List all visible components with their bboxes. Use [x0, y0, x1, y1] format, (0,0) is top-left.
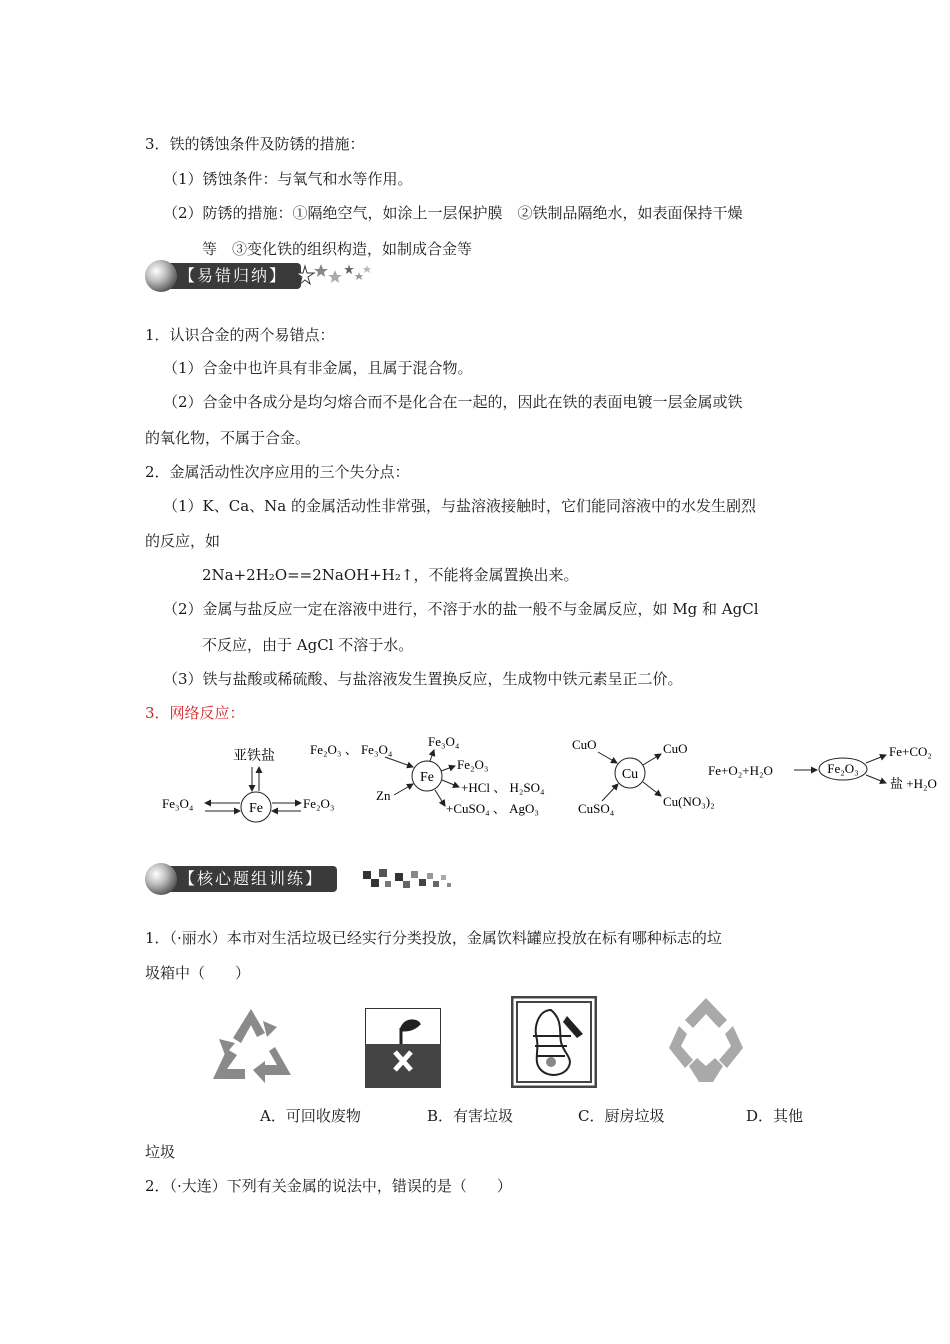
d1-left: Fe₃O₄	[162, 796, 194, 811]
d1-right: Fe₂O₃	[303, 796, 335, 811]
errors-p2-1b: 的反应，如	[145, 532, 221, 550]
option-b[interactable]: B．有害垃圾	[427, 1107, 514, 1125]
errors-p2-2a: （2）金属与盐反应一定在溶液中进行，不溶于水的盐一般不与金属反应，如 Mg 和 AgCl	[163, 600, 759, 618]
banner-core-label: 【核心题组训练】	[163, 866, 337, 892]
question-1b: 圾箱中（ ）	[145, 964, 251, 982]
d2-right-top: Fe₂O₃	[457, 757, 489, 772]
errors-p1-1: （1）合金中也许具有非金属，且属于混合物。	[163, 359, 473, 377]
d3-top-left: CuO	[572, 737, 597, 752]
d4-left: Fe+O₂+H₂O	[708, 763, 773, 778]
rust-item-2b: 等 ③变化铁的组织构造，如制成合金等	[202, 240, 473, 258]
d4-right-bottom: 盐 +H₂O	[890, 776, 937, 791]
errors-p2-1c: 2Na+2H₂O==2NaOH+H₂↑，不能将金属置换出来。	[202, 566, 579, 584]
d1-top: 亚铁盐	[233, 749, 275, 764]
question-2: 2．（·大连）下列有关金属的说法中，错误的是（ ）	[145, 1177, 512, 1195]
errors-p2: 2．金属活动性次序应用的三个失分点：	[145, 463, 410, 481]
rust-heading: 3．铁的锈蚀条件及防锈的措施：	[145, 135, 365, 153]
option-a[interactable]: A．可回收废物	[260, 1107, 361, 1125]
d2-top-left: Fe₂O₃ 、 Fe₃O₄	[310, 742, 393, 757]
errors-p3: 3．网络反应：	[145, 704, 245, 722]
d4-right-top: Fe+CO₂	[889, 744, 932, 759]
d2-left: Zn	[376, 788, 391, 803]
rust-item-2a: （2）防锈的措施：①隔绝空气，如涂上一层保护膜 ②铁制品隔绝水，如表面保持干燥	[163, 204, 743, 222]
d3-bottom-right: Cu(NO₃)₂	[663, 794, 715, 809]
d3-top-right: CuO	[663, 741, 688, 756]
d2-right-mid: +HCl 、 H₂SO₄	[461, 780, 545, 795]
d2-right-bottom: +CuSO₄ 、 AgO₃	[446, 801, 539, 816]
banner-ball-icon	[145, 863, 177, 895]
question-1a: 1．（·丽水）本市对生活垃圾已经实行分类投放，金属饮料罐应投放在标有哪种标志的垃	[145, 929, 722, 947]
d4-center: Fe₂O₃	[827, 761, 859, 776]
errors-p1: 1．认识合金的两个易错点：	[145, 326, 335, 344]
diagram-fe-2	[310, 734, 545, 816]
banner-errors	[145, 260, 375, 294]
banner-ball-icon	[145, 260, 177, 292]
option-d-wrap: 垃圾	[145, 1143, 176, 1161]
errors-p2-2b: 不反应，由于 AgCl 不溶于水。	[202, 636, 414, 654]
errors-p2-3: （3）铁与盐酸或稀硫酸、与盐溶液发生置换反应，生成物中铁元素呈正二价。	[163, 670, 683, 688]
rust-item-1: （1）锈蚀条件：与氧气和水等作用。	[163, 170, 413, 188]
diagram-cu	[572, 737, 715, 816]
hazardous-waste-icon	[365, 1008, 441, 1088]
diagram-rust	[708, 744, 937, 791]
stars-decoration-icon	[295, 262, 375, 292]
other-waste-icon	[665, 994, 747, 1088]
checker-decoration-icon	[363, 867, 453, 893]
diagram-fe-1	[162, 747, 334, 822]
banner-core	[145, 863, 455, 897]
network-reaction-diagram	[150, 725, 950, 835]
d3-center: Cu	[621, 767, 639, 782]
d2-center: Fe	[420, 770, 434, 785]
d1-center: Fe	[249, 801, 263, 816]
errors-p1-2b: 的氧化物，不属于合金。	[145, 429, 311, 447]
option-c[interactable]: C．厨房垃圾	[578, 1107, 665, 1125]
banner-errors-label: 【易错归纳】	[163, 263, 301, 289]
kitchen-waste-icon	[511, 996, 597, 1088]
d3-bottom-left: CuSO₄	[578, 801, 615, 816]
errors-p2-1a: （1）K、Ca、Na 的金属活动性非常强，与盐溶液接触时，它们能同溶液中的水发生剧烈	[163, 497, 757, 515]
option-d[interactable]: D．其他	[746, 1107, 804, 1125]
recycle-icon	[205, 1003, 297, 1089]
errors-p1-2a: （2）合金中各成分是均匀熔合而不是化合在一起的，因此在铁的表面电镀一层金属或铁	[163, 393, 743, 411]
d2-top: Fe₃O₄	[428, 734, 460, 749]
